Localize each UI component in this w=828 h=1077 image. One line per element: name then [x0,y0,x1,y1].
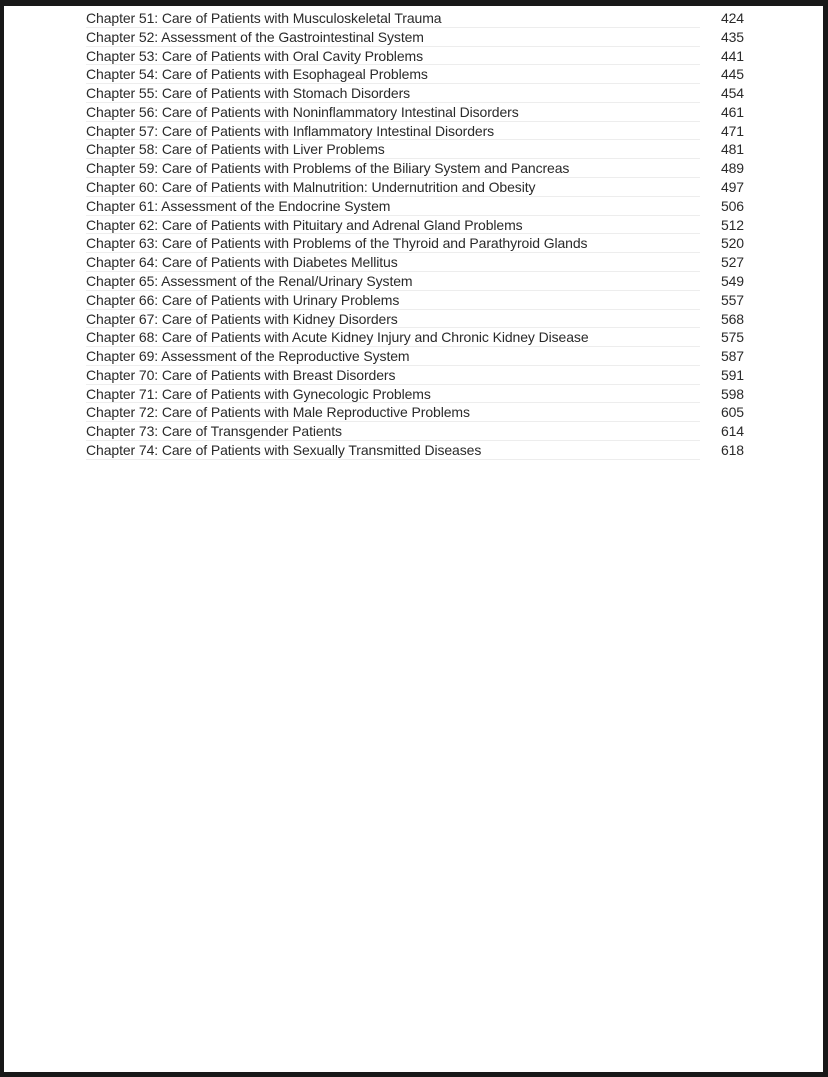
toc-entry-title: Chapter 63: Care of Patients with Problems of the Thyroid and Parathyroid Glands [86,234,700,253]
toc-entry-title: Chapter 66: Care of Patients with Urinary Problems [86,291,700,310]
toc-entry-page: 575 [720,329,744,346]
toc-entry-page: 471 [720,122,744,139]
toc-entry-title: Chapter 71: Care of Patients with Gynecologic Problems [86,385,700,404]
toc-entry-title: Chapter 57: Care of Patients with Inflammatory Intestinal Disorders [86,122,700,141]
toc-entry-page: 454 [720,85,744,102]
toc-entry-page: 614 [720,423,744,440]
toc-entry-title: Chapter 69: Assessment of the Reproductive System [86,347,700,366]
toc-entry-title: Chapter 65: Assessment of the Renal/Urinary System [86,272,700,291]
toc-row[interactable] [86,9,744,28]
toc-entry-page: 445 [720,66,744,83]
toc-row[interactable] [86,65,744,84]
toc-entry-title: Chapter 60: Care of Patients with Malnutrition: Undernutrition and Obesity [86,178,700,197]
toc-entry-page: 557 [720,291,744,308]
toc-entry-page: 605 [720,404,744,421]
toc-row[interactable] [86,441,744,460]
toc-row[interactable] [86,328,744,347]
toc-row[interactable] [86,234,744,253]
toc-entry-page: 549 [720,272,744,289]
toc-entry-page: 461 [720,103,744,120]
toc-row[interactable] [86,28,744,47]
document-page [4,6,823,1072]
toc-row[interactable] [86,178,744,197]
toc-entry-title: Chapter 52: Assessment of the Gastrointestinal System [86,28,700,47]
toc-row[interactable] [86,310,744,329]
toc-entry-title: Chapter 62: Care of Patients with Pituitary and Adrenal Gland Problems [86,216,700,235]
toc-entry-title: Chapter 54: Care of Patients with Esophageal Problems [86,65,700,84]
toc-entry-page: 497 [720,179,744,196]
toc-row[interactable] [86,140,744,159]
toc-row[interactable] [86,253,744,272]
toc-entry-page: 441 [720,47,744,64]
toc-row[interactable] [86,347,744,366]
toc-row[interactable] [86,366,744,385]
toc-row[interactable] [86,216,744,235]
toc-row[interactable] [86,197,744,216]
table-of-contents [86,9,744,460]
toc-entry-title: Chapter 59: Care of Patients with Problems of the Biliary System and Pancreas [86,159,700,178]
toc-entry-title: Chapter 73: Care of Transgender Patients [86,422,700,441]
toc-row[interactable] [86,291,744,310]
toc-entry-title: Chapter 64: Care of Patients with Diabetes Mellitus [86,253,700,272]
toc-entry-page: 489 [720,160,744,177]
toc-entry-title: Chapter 58: Care of Patients with Liver Problems [86,140,700,159]
toc-row[interactable] [86,122,744,141]
toc-row[interactable] [86,385,744,404]
toc-entry-title: Chapter 61: Assessment of the Endocrine System [86,197,700,216]
toc-entry-title: Chapter 70: Care of Patients with Breast Disorders [86,366,700,385]
toc-entry-page: 527 [720,254,744,271]
toc-entry-page: 512 [720,216,744,233]
toc-row[interactable] [86,159,744,178]
toc-entry-page: 424 [720,10,744,26]
toc-entry-page: 591 [720,366,744,383]
toc-entry-page: 568 [720,310,744,327]
toc-entry-title: Chapter 55: Care of Patients with Stomach Disorders [86,84,700,103]
toc-entry-title: Chapter 56: Care of Patients with Noninflammatory Intestinal Disorders [86,103,700,122]
toc-entry-page: 598 [720,385,744,402]
toc-entry-page: 435 [720,28,744,45]
toc-row[interactable] [86,422,744,441]
toc-entry-title: Chapter 53: Care of Patients with Oral Cavity Problems [86,47,700,66]
toc-row[interactable] [86,103,744,122]
toc-entry-title: Chapter 67: Care of Patients with Kidney Disorders [86,310,700,329]
toc-entry-title: Chapter 68: Care of Patients with Acute Kidney Injury and Chronic Kidney Disease [86,328,700,347]
toc-entry-title: Chapter 74: Care of Patients with Sexually Transmitted Diseases [86,441,700,460]
toc-entry-page: 481 [720,141,744,158]
toc-entry-page: 587 [720,348,744,365]
toc-row[interactable] [86,84,744,103]
toc-row[interactable] [86,403,744,422]
toc-entry-page: 520 [720,235,744,252]
toc-entry-title: Chapter 51: Care of Patients with Musculoskeletal Trauma [86,9,700,28]
toc-entry-title: Chapter 72: Care of Patients with Male Reproductive Problems [86,403,700,422]
toc-entry-page: 506 [720,197,744,214]
toc-row[interactable] [86,47,744,66]
toc-entry-page: 618 [720,441,744,458]
toc-row[interactable] [86,272,744,291]
